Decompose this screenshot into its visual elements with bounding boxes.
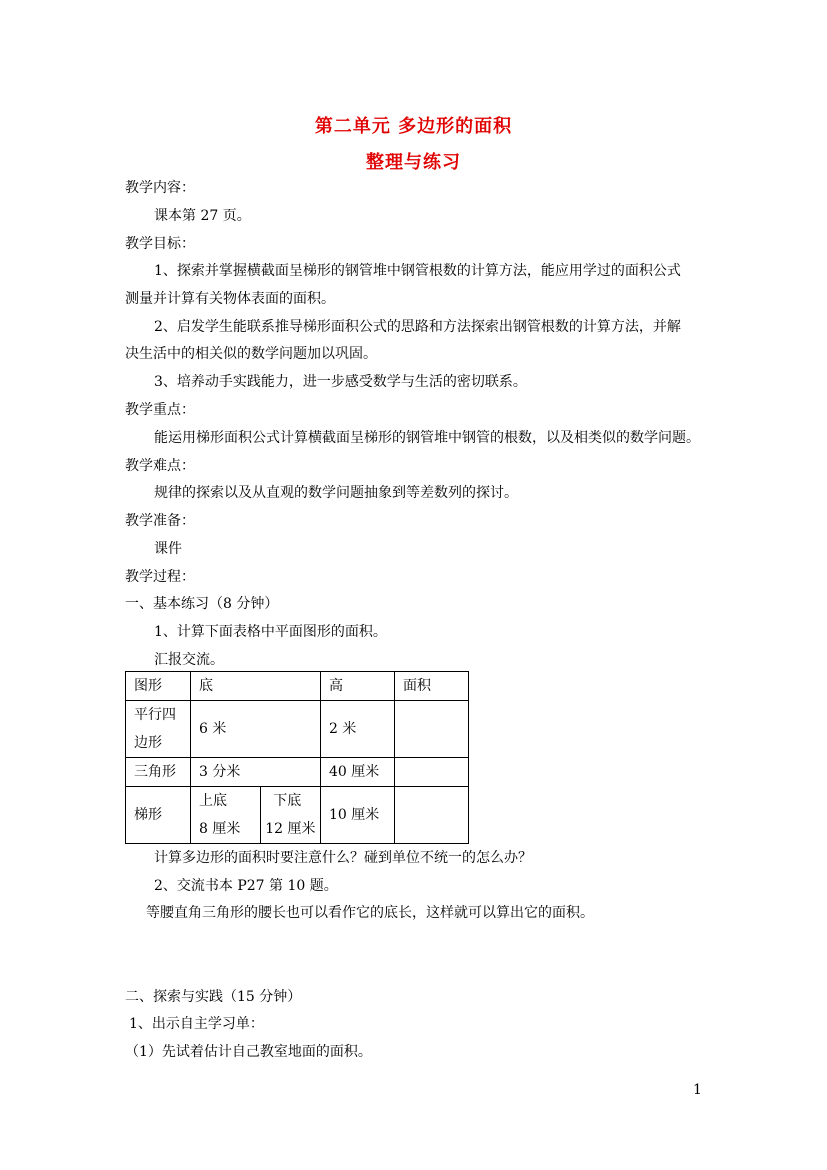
table-header-cell: 高 bbox=[321, 672, 395, 701]
goal-2-line-2: 决生活中的相关似的数学问题加以巩固。 bbox=[125, 346, 377, 362]
table-cell-base: 3 分米 bbox=[191, 758, 321, 787]
table-row bbox=[126, 787, 469, 844]
table-cell-shape: 梯形 bbox=[126, 787, 191, 844]
part-1-item-1: 1、计算下面表格中平面图形的面积。 bbox=[154, 624, 387, 640]
goal-1-line-1: 1、探索并掌握横截面呈梯形的钢管堆中钢管根数的计算方法，能应用学过的面积公式 bbox=[154, 263, 681, 279]
table-cell-area bbox=[395, 701, 469, 758]
prep-text: 课件 bbox=[154, 541, 182, 557]
goals-label: 教学目标： bbox=[125, 236, 195, 252]
prep-label: 教学准备： bbox=[125, 513, 195, 529]
table-cell-top-base bbox=[191, 787, 261, 844]
top-base-label: 上底 bbox=[199, 793, 227, 809]
part-2-sub-1: （1）先试着估计自己教室地面的面积。 bbox=[125, 1044, 372, 1060]
part-1-note: 等腰直角三角形的腰长也可以看作它的底长，这样就可以算出它的面积。 bbox=[146, 905, 594, 921]
table-cell-area bbox=[395, 787, 469, 844]
table-header-cell: 图形 bbox=[126, 672, 191, 701]
goal-1-line-2: 测量并计算有关物体表面的面积。 bbox=[125, 291, 335, 307]
part-1-item-2: 2、交流书本 P27 第 10 题。 bbox=[154, 878, 338, 894]
shape-name-line: 平行四 bbox=[134, 707, 176, 723]
content-text: 课本第 27 页。 bbox=[154, 208, 251, 224]
content-label: 教学内容： bbox=[125, 180, 195, 196]
table-cell-height: 2 米 bbox=[321, 701, 395, 758]
table-header-cell: 底 bbox=[191, 672, 321, 701]
part-1-title: 一、基本练习（8 分钟） bbox=[125, 596, 279, 612]
key-label: 教学重点： bbox=[125, 402, 195, 418]
document-title: 第二单元 多边形的面积 bbox=[314, 116, 513, 137]
bottom-base-label: 下底 bbox=[273, 793, 302, 809]
part-1-report: 汇报交流。 bbox=[154, 652, 224, 668]
part-2-item-1: 1、出示自主学习单： bbox=[129, 1016, 264, 1032]
difficulty-label: 教学难点： bbox=[125, 458, 195, 474]
table-header-row bbox=[126, 672, 469, 701]
bottom-base-value: 12 厘米 bbox=[265, 821, 316, 837]
goal-2-line-1: 2、启发学生能联系推导梯形面积公式的思路和方法探索出钢管根数的计算方法，并解 bbox=[154, 319, 681, 335]
table-cell-base: 6 米 bbox=[191, 701, 321, 758]
table-cell-shape: 三角形 bbox=[126, 758, 191, 787]
key-text: 能运用梯形面积公式计算横截面呈梯形的钢管堆中钢管的根数，以及相类似的数学问题。 bbox=[154, 430, 700, 446]
part-1-question: 计算多边形的面积时要注意什么？碰到单位不统一的怎么办？ bbox=[154, 850, 532, 866]
part-2-title: 二、探索与实践（15 分钟） bbox=[125, 989, 302, 1005]
area-table bbox=[125, 671, 469, 844]
table-cell-height: 40 厘米 bbox=[321, 758, 395, 787]
top-base-value: 8 厘米 bbox=[199, 821, 241, 837]
table-row bbox=[126, 701, 469, 758]
table-cell-area bbox=[395, 758, 469, 787]
goal-3: 3、培养动手实践能力，进一步感受数学与生活的密切联系。 bbox=[154, 374, 527, 390]
page-number: 1 bbox=[693, 1082, 702, 1098]
table-row bbox=[126, 758, 469, 787]
table-cell-bottom-base bbox=[261, 787, 321, 844]
shape-name-line: 边形 bbox=[134, 735, 162, 751]
process-label: 教学过程： bbox=[125, 569, 195, 585]
table-cell-shape bbox=[126, 701, 191, 758]
difficulty-text: 规律的探索以及从直观的数学问题抽象到等差数列的探讨。 bbox=[154, 485, 518, 501]
table-cell-height: 10 厘米 bbox=[321, 787, 395, 844]
document-subtitle: 整理与练习 bbox=[366, 152, 461, 173]
table-header-cell: 面积 bbox=[395, 672, 469, 701]
